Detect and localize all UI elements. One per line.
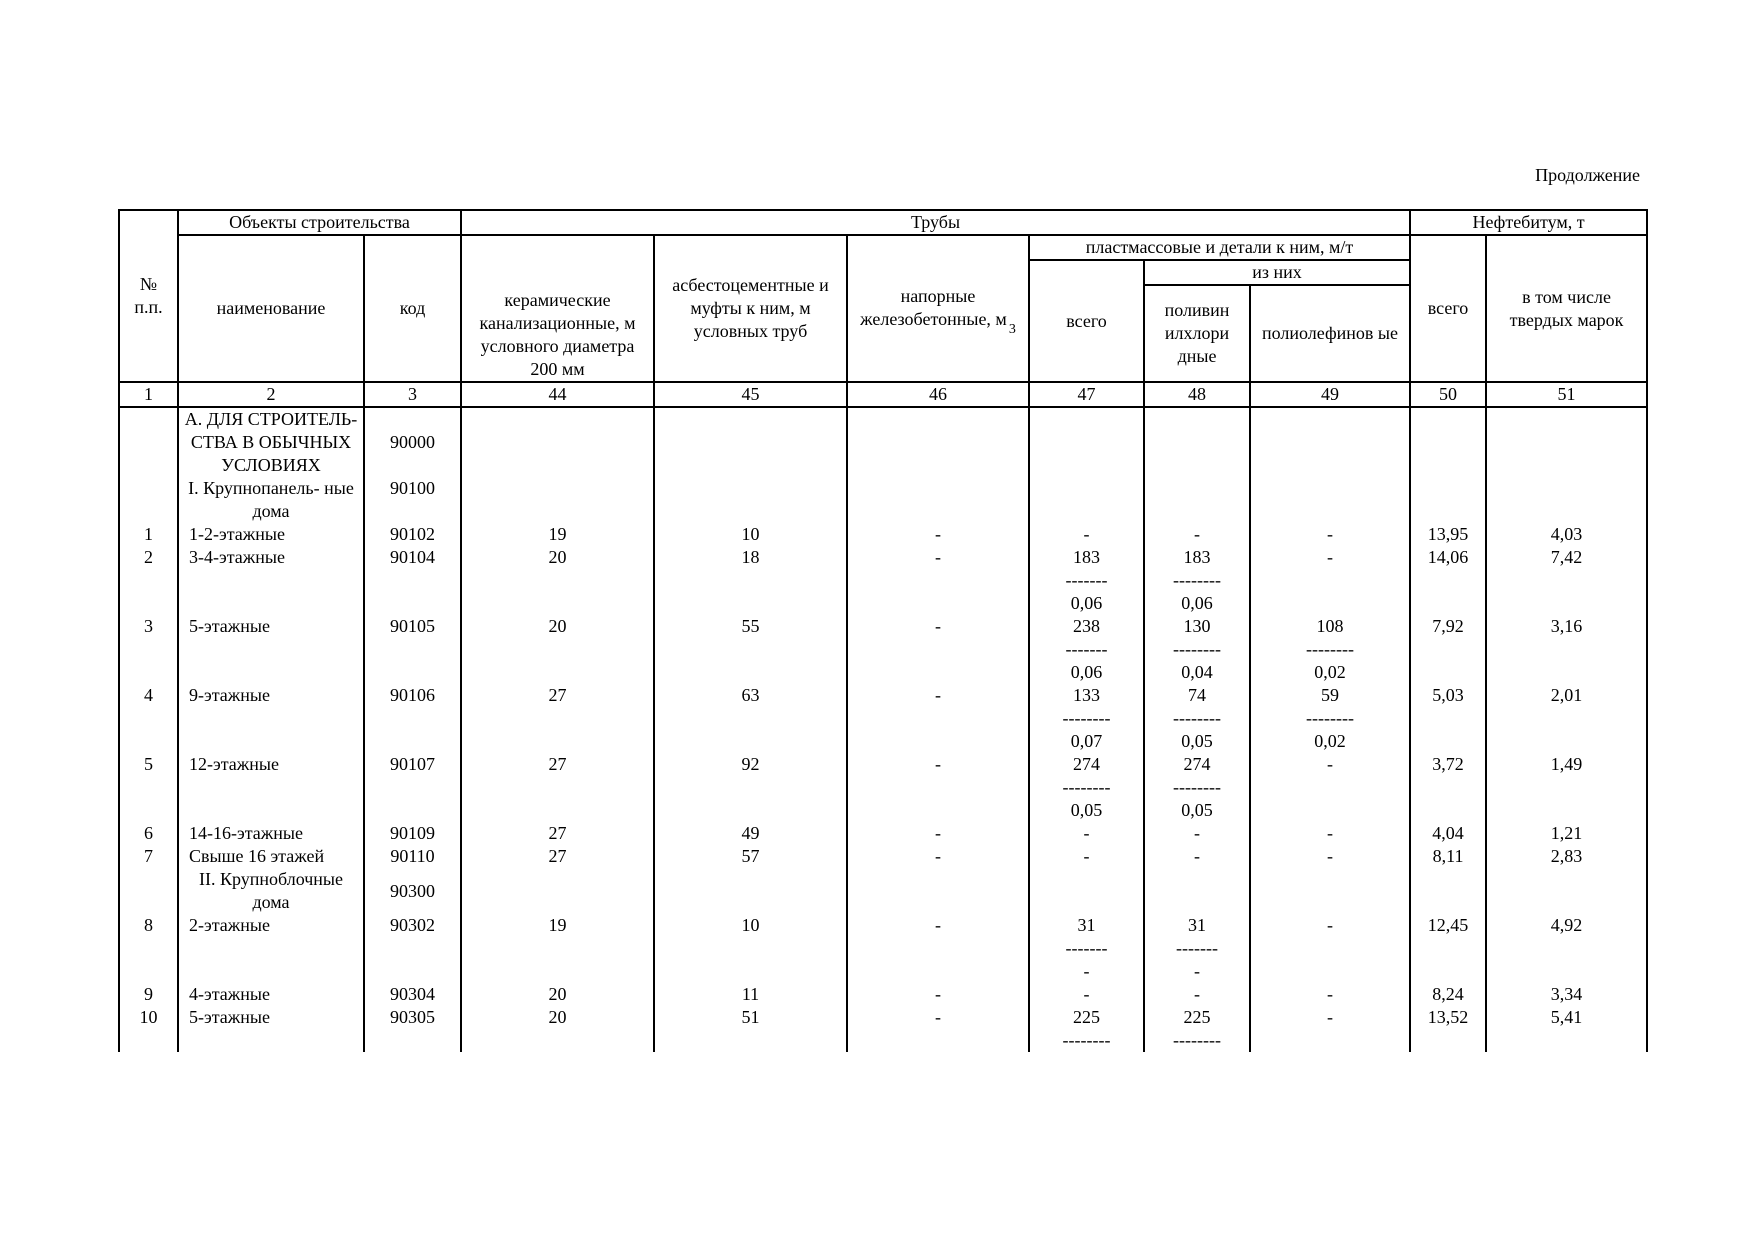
cell-bitumen-hard: 4,92 <box>1486 914 1647 983</box>
cell-plastic-total <box>1029 983 1144 1006</box>
cell-ceramic: 20 <box>461 615 654 684</box>
cell-line: 130 <box>1183 616 1211 636</box>
cell-polyolefin <box>1250 684 1410 753</box>
row-num: 2 <box>119 546 178 615</box>
row-name: 1-2-этажные <box>178 523 364 546</box>
cell-pressure: - <box>847 914 1029 983</box>
cell-line: - <box>1327 524 1334 544</box>
cell-pressure: - <box>847 546 1029 615</box>
cell-plastic-total <box>1029 546 1144 615</box>
cell-line: 238 <box>1073 616 1100 636</box>
cell-polyolefin <box>1250 753 1410 822</box>
continuation-label: Продолжение <box>1535 165 1640 185</box>
header-pressure <box>847 235 1029 382</box>
cell-pressure: - <box>847 684 1029 753</box>
section-a-title: А. ДЛЯ СТРОИТЕЛЬ- СТВА В ОБЫЧНЫХ УСЛОВИЯХ <box>178 407 364 477</box>
cell-line: 274 <box>1183 754 1211 774</box>
cell-line: 225 <box>1183 1007 1211 1027</box>
row-name: 9-этажные <box>178 684 364 753</box>
cell-polyolefin <box>1250 1006 1410 1052</box>
colnum: 46 <box>847 382 1029 407</box>
cell-line: 274 <box>1073 754 1100 774</box>
table-row <box>119 523 1647 546</box>
cell-line: 31 <box>1077 915 1096 935</box>
row-name: 2-этажные <box>178 914 364 983</box>
cell-pressure: - <box>847 615 1029 684</box>
colnum: 45 <box>654 382 847 407</box>
table-row <box>119 914 1647 983</box>
header-pvc: поливин илхлори дные <box>1144 285 1250 382</box>
row-num: 10 <box>119 1006 178 1052</box>
row-code: 90104 <box>364 546 461 615</box>
cell-line: ------- <box>1065 639 1108 659</box>
cell-bitumen-hard: 2,83 <box>1486 845 1647 868</box>
cell-bitumen-total: 8,24 <box>1410 983 1486 1006</box>
cell-asbestos: 92 <box>654 753 847 822</box>
cell-line: 0,05 <box>1181 731 1213 751</box>
cell-line: - <box>1194 846 1200 866</box>
cell-plastic-total <box>1029 822 1144 845</box>
cell-bitumen-hard: 1,49 <box>1486 753 1647 822</box>
colnum: 49 <box>1250 382 1410 407</box>
header-plastic: пластмассовые и детали к ним, м/т <box>1029 235 1410 260</box>
section-1-title: I. Крупнопанель- ные дома <box>178 477 364 523</box>
cell-line: 74 <box>1188 685 1206 705</box>
cell-line: 133 <box>1073 685 1100 705</box>
cell-line: 0,06 <box>1181 593 1213 613</box>
cell-plastic-total <box>1029 523 1144 546</box>
cell-pvc <box>1144 822 1250 845</box>
cell-plastic-total <box>1029 615 1144 684</box>
cell-bitumen-total: 7,92 <box>1410 615 1486 684</box>
cell-bitumen-hard: 2,01 <box>1486 684 1647 753</box>
cell-bitumen-hard: 1,21 <box>1486 822 1647 845</box>
row-code: 90304 <box>364 983 461 1006</box>
cell-ceramic: 20 <box>461 546 654 615</box>
column-numbers-row <box>119 382 1647 407</box>
cell-plastic-total <box>1029 753 1144 822</box>
row-name: 3-4-этажные <box>178 546 364 615</box>
cell-line: -------- <box>1062 777 1111 797</box>
cell-line: 0,02 <box>1314 662 1346 682</box>
row-num: 1 <box>119 523 178 546</box>
table-row <box>119 684 1647 753</box>
cell-ceramic: 19 <box>461 523 654 546</box>
cell-asbestos: 10 <box>654 914 847 983</box>
header-polyolefin: полиолефинов ые <box>1250 285 1410 382</box>
cell-line: 0,06 <box>1070 662 1103 682</box>
cell-ceramic: 27 <box>461 822 654 845</box>
cell-polyolefin <box>1250 914 1410 983</box>
row-name: Свыше 16 этажей <box>178 845 364 868</box>
section-row-a <box>119 407 1647 477</box>
cell-asbestos: 18 <box>654 546 847 615</box>
cell-line: 59 <box>1321 685 1340 705</box>
header-code: код <box>364 235 461 382</box>
cell-line: 183 <box>1183 547 1211 567</box>
row-num: 6 <box>119 822 178 845</box>
cell-pressure: - <box>847 753 1029 822</box>
table-row <box>119 983 1647 1006</box>
cell-line: - <box>1083 984 1090 1004</box>
section-2-code: 90300 <box>364 868 461 914</box>
cell-pvc <box>1144 845 1250 868</box>
cell-bitumen-total: 12,45 <box>1410 914 1486 983</box>
cell-line: 0,04 <box>1181 662 1213 682</box>
cell-pvc <box>1144 1006 1250 1052</box>
cell-line: 31 <box>1188 915 1206 935</box>
cell-pressure: - <box>847 822 1029 845</box>
cell-bitumen-total: 5,03 <box>1410 684 1486 753</box>
cell-asbestos: 10 <box>654 523 847 546</box>
colnum: 50 <box>1410 382 1486 407</box>
cell-pressure: - <box>847 1006 1029 1052</box>
cell-line: - <box>1327 823 1334 843</box>
row-code: 90107 <box>364 753 461 822</box>
row-code: 90106 <box>364 684 461 753</box>
row-name: 5-этажные <box>178 615 364 684</box>
section-1-code: 90100 <box>364 477 461 523</box>
section-a-code: 90000 <box>364 407 461 477</box>
row-num: 9 <box>119 983 178 1006</box>
cell-asbestos: 57 <box>654 845 847 868</box>
row-num: 4 <box>119 684 178 753</box>
cell-pvc <box>1144 684 1250 753</box>
cell-line: - <box>1327 547 1334 567</box>
header-plastic-total: всего <box>1029 260 1144 382</box>
row-code: 90305 <box>364 1006 461 1052</box>
cell-line: - <box>1083 524 1090 544</box>
cell-ceramic: 27 <box>461 845 654 868</box>
cell-line: 0,07 <box>1070 731 1103 751</box>
table-row <box>119 1006 1647 1052</box>
cell-ceramic: 27 <box>461 753 654 822</box>
row-num: 8 <box>119 914 178 983</box>
cell-plastic-total <box>1029 684 1144 753</box>
header-bitumen: Нефтебитум, т <box>1410 210 1647 235</box>
cell-ceramic: 27 <box>461 684 654 753</box>
cell-plastic-total <box>1029 1006 1144 1052</box>
cell-line: 0,05 <box>1070 800 1103 820</box>
cell-line: -------- <box>1173 708 1221 728</box>
colnum: 1 <box>119 382 178 407</box>
colnum: 2 <box>178 382 364 407</box>
colnum: 3 <box>364 382 461 407</box>
cell-bitumen-total: 13,95 <box>1410 523 1486 546</box>
row-name: 4-этажные <box>178 983 364 1006</box>
cell-line: - <box>1194 823 1200 843</box>
row-name: 5-этажные <box>178 1006 364 1052</box>
cell-bitumen-hard: 4,03 <box>1486 523 1647 546</box>
header-bitumen-hard: в том числе твердых марок <box>1486 235 1647 382</box>
cell-ceramic: 20 <box>461 983 654 1006</box>
colnum: 47 <box>1029 382 1144 407</box>
cell-line: - <box>1327 1007 1334 1027</box>
cell-pvc <box>1144 615 1250 684</box>
cell-bitumen-hard: 3,34 <box>1486 983 1647 1006</box>
cell-pvc <box>1144 523 1250 546</box>
cell-ceramic: 20 <box>461 1006 654 1052</box>
cell-line: -------- <box>1173 570 1221 590</box>
colnum: 51 <box>1486 382 1647 407</box>
header-of-them: из них <box>1144 260 1410 285</box>
row-code: 90105 <box>364 615 461 684</box>
row-num: 5 <box>119 753 178 822</box>
cell-pvc <box>1144 546 1250 615</box>
section-row-1 <box>119 477 1647 523</box>
table-row <box>119 753 1647 822</box>
cell-line: -------- <box>1173 777 1221 797</box>
cell-bitumen-total: 14,06 <box>1410 546 1486 615</box>
header-asbestos: асбестоцементные и муфты к ним, м условных труб <box>654 235 847 382</box>
cell-bitumen-hard: 5,41 <box>1486 1006 1647 1052</box>
table-row <box>119 615 1647 684</box>
cell-line: - <box>1083 961 1090 981</box>
row-name: 12-этажные <box>178 753 364 822</box>
cell-pvc <box>1144 914 1250 983</box>
section-2-title: II. Крупноблочные дома <box>178 868 364 914</box>
header-ceramic: керамические канализационные, м условного диаметра 200 мм <box>461 235 654 382</box>
cell-asbestos: 63 <box>654 684 847 753</box>
row-num: 3 <box>119 615 178 684</box>
header-objects: Объекты строительства <box>178 210 461 235</box>
cell-bitumen-total: 4,04 <box>1410 822 1486 845</box>
cell-line: - <box>1327 846 1334 866</box>
cell-bitumen-total: 3,72 <box>1410 753 1486 822</box>
cell-pvc <box>1144 753 1250 822</box>
table-row <box>119 845 1647 868</box>
materials-table <box>118 209 1648 1052</box>
cell-line: - <box>1194 984 1200 1004</box>
cell-line: -------- <box>1173 639 1221 659</box>
cell-line: - <box>1327 915 1334 935</box>
table-body <box>119 407 1647 1052</box>
cell-line: 108 <box>1316 616 1344 636</box>
header-pressure-unit: 3 <box>1008 321 1016 337</box>
colnum: 48 <box>1144 382 1250 407</box>
cell-line: 0,06 <box>1070 593 1103 613</box>
cell-asbestos: 55 <box>654 615 847 684</box>
cell-line: -------- <box>1173 1030 1221 1050</box>
cell-line: ------- <box>1065 570 1108 590</box>
cell-bitumen-hard: 3,16 <box>1486 615 1647 684</box>
cell-pvc <box>1144 983 1250 1006</box>
header-bitumen-total: всего <box>1410 235 1486 382</box>
cell-line: ------- <box>1065 938 1108 958</box>
cell-pressure: - <box>847 845 1029 868</box>
cell-polyolefin <box>1250 845 1410 868</box>
cell-polyolefin <box>1250 523 1410 546</box>
row-name: 14-16-этажные <box>178 822 364 845</box>
cell-polyolefin <box>1250 822 1410 845</box>
cell-polyolefin <box>1250 615 1410 684</box>
cell-ceramic: 19 <box>461 914 654 983</box>
header-name: наименование <box>178 235 364 382</box>
row-num: 7 <box>119 845 178 868</box>
cell-line: - <box>1327 754 1334 774</box>
cell-pressure: - <box>847 983 1029 1006</box>
cell-plastic-total <box>1029 845 1144 868</box>
cell-pressure: - <box>847 523 1029 546</box>
cell-line: - <box>1083 823 1090 843</box>
cell-line: -------- <box>1306 708 1354 728</box>
section-row-2 <box>119 868 1647 914</box>
cell-line: 225 <box>1073 1007 1100 1027</box>
colnum: 44 <box>461 382 654 407</box>
cell-line: 0,05 <box>1181 800 1213 820</box>
header-pressure-text: напорные железобетонные, м <box>860 285 1007 329</box>
cell-asbestos: 11 <box>654 983 847 1006</box>
row-code: 90302 <box>364 914 461 983</box>
row-code: 90109 <box>364 822 461 845</box>
header-num: № п.п. <box>119 210 178 382</box>
table-header <box>119 210 1647 407</box>
table-row <box>119 546 1647 615</box>
row-code: 90110 <box>364 845 461 868</box>
cell-line: - <box>1194 961 1200 981</box>
cell-line: ------- <box>1176 938 1218 958</box>
cell-line: 0,02 <box>1314 731 1346 751</box>
cell-line: -------- <box>1062 1030 1111 1050</box>
cell-line: - <box>1083 846 1090 866</box>
cell-plastic-total <box>1029 914 1144 983</box>
header-pipes: Трубы <box>461 210 1410 235</box>
cell-polyolefin <box>1250 546 1410 615</box>
cell-bitumen-total: 8,11 <box>1410 845 1486 868</box>
cell-line: - <box>1327 984 1334 1004</box>
cell-line: 183 <box>1073 547 1100 567</box>
cell-asbestos: 51 <box>654 1006 847 1052</box>
cell-bitumen-hard: 7,42 <box>1486 546 1647 615</box>
cell-line: - <box>1194 524 1200 544</box>
table-row <box>119 822 1647 845</box>
cell-polyolefin <box>1250 983 1410 1006</box>
cell-asbestos: 49 <box>654 822 847 845</box>
cell-bitumen-total: 13,52 <box>1410 1006 1486 1052</box>
cell-line: -------- <box>1306 639 1354 659</box>
cell-line: -------- <box>1062 708 1111 728</box>
row-code: 90102 <box>364 523 461 546</box>
